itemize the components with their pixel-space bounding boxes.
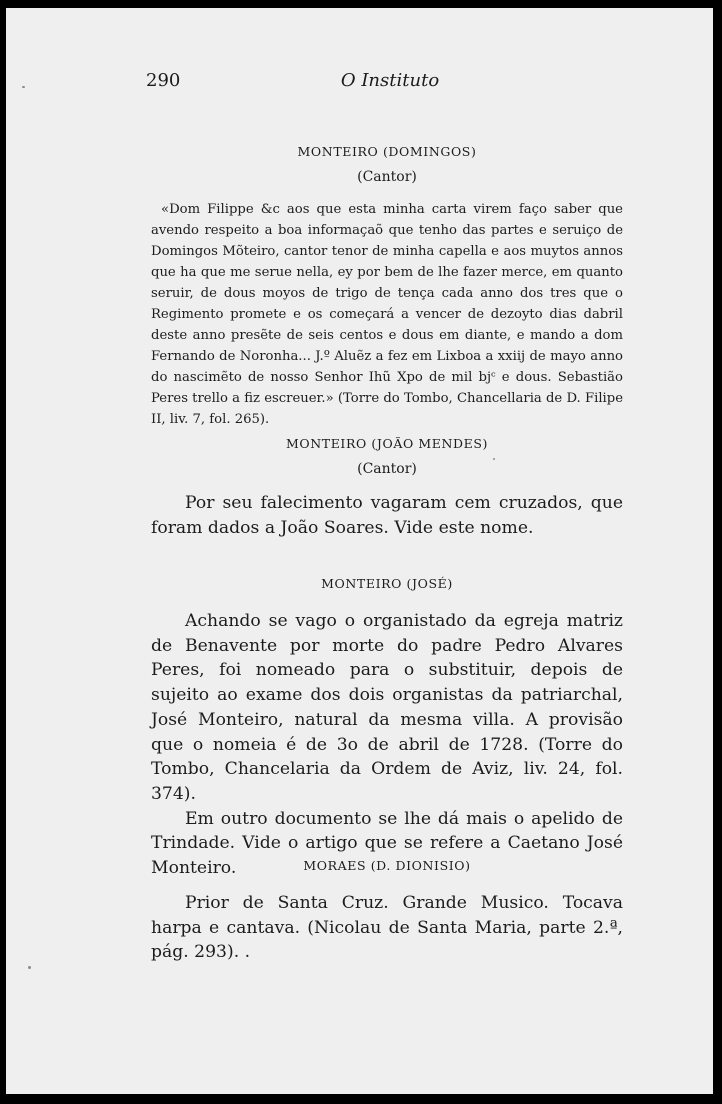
page-number: 290 [146,70,181,91]
entry-moraes-dionisio [151,858,623,965]
entry-monteiro-joao-mendes [151,436,623,540]
scan-speck [493,458,495,460]
entry-monteiro-domingos [151,144,623,430]
entry-subheading: (Cantor) [357,461,417,477]
scan-speck [28,966,31,969]
entry-monteiro-jose [151,576,623,881]
entry-paragraph: Por seu falecimento vagaram cem cruzados, que foram dados a João Soares. Vide este nome. [151,493,623,538]
journal-title: O Instituto [340,70,440,91]
entry-subheading: (Cantor) [357,169,417,185]
entry-paragraph: Em outro documento se lhe dá mais o apelido de Trindade. Vide o artigo que se refere a Caetano José Monteiro. [151,808,623,879]
entry-heading: MONTEIRO (DOMINGOS) [297,144,477,159]
entry-heading: MONTEIRO (JOÃO MENDES) [285,436,489,451]
scan-speck [22,86,25,88]
entry-heading: MORAES (D. DIONISIO) [303,858,471,873]
entry-paragraph: «Dom Filippe &c aos que esta minha carta virem faço saber que avendo respeito a boa informaçaõ que tenho das partes e seruiço de Domingos Mõteiro, cantor tenor de minha capella e aos muytos annos que ha que me serue nella, ey por bem de lhe fazer merce, em quanto seruir, de dous moyos de trigo de tença cada anno dos tres que o Regimento promete e os começará a vencer de dezoyto dias dabril deste anno presẽte de seis centos e dous em diante, e mando a dom Fernando de Noronha... J.º Aluẽz a fez em Lixboa a xxiij de mayo anno do nascimẽto de nosso Senhor Ihũ Xpo de mil bjᶜ e dous. Sebastião Peres trello a fiz escreuer.» (Torre do Tombo, Chancellaria de D. Filipe II, liv. 7, fol. 265). [151,202,623,427]
entry-paragraph: Prior de Santa Cruz. Grande Musico. Tocava harpa e cantava. (Nicolau de Santa Maria, parte 2.ª, pág. 293). . [151,893,623,963]
entry-paragraph: Achando se vago o organistado da egreja matriz de Benavente por morte do padre Pedro Alvares Peres, foi nomeado para o substituir, depois de sujeito ao exame dos dois organistas da patriarchal, José Monteiro, natural da mesma villa. A provisão que o nomeia é de 3o de abril de 1728. (Torre do Tombo, Chancelaria da Ordem de Aviz, liv. 24, fol. 374). [151,611,623,804]
entry-heading: MONTEIRO (JOSÉ) [321,576,453,591]
